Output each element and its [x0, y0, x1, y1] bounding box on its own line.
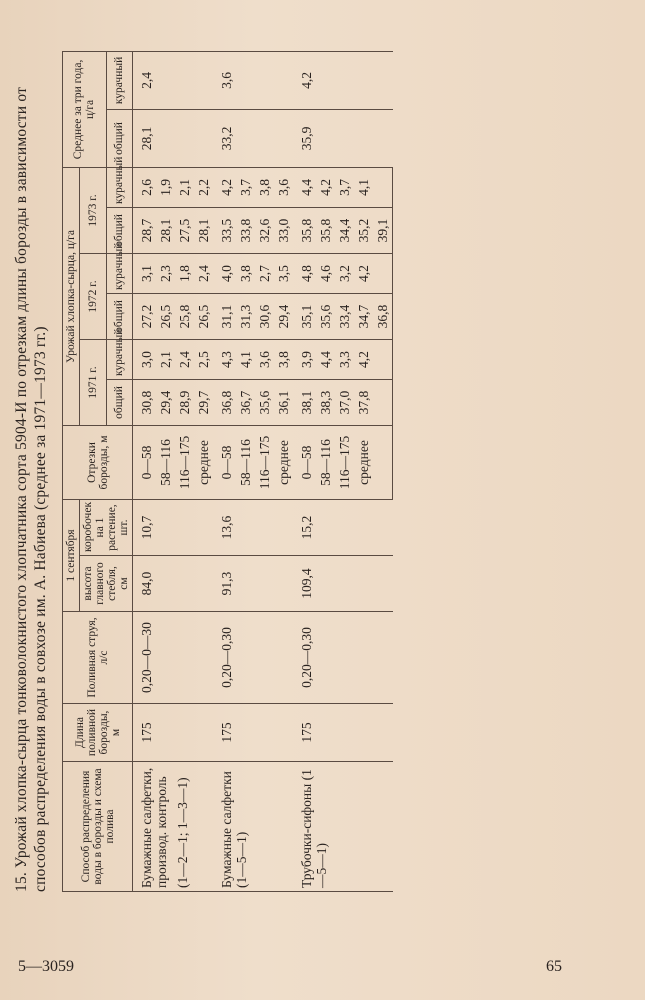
stream-cell: 0,20—0,30	[213, 612, 293, 704]
value-cell: 29,4	[156, 380, 175, 426]
segment-cell: среднее	[194, 426, 213, 500]
value-cell: 37,0	[335, 380, 354, 426]
header-bolls: коробочек на 1 растение, шт.	[80, 500, 133, 556]
value-cell: 28,7	[133, 208, 157, 254]
value-cell: 29,7	[194, 380, 213, 426]
value-cell: 4,1	[236, 340, 255, 380]
table-row	[293, 51, 316, 891]
value-cell: 32,6	[255, 208, 274, 254]
method-cell	[213, 762, 293, 892]
avg-total-cell: 33,2	[213, 109, 293, 167]
stream-cell: 0,20—0,30	[293, 612, 393, 704]
segment-cell: 58—116	[156, 426, 175, 500]
segment-cell: 0—58	[213, 426, 236, 500]
header-segments: Отрезки борозды, м	[63, 426, 133, 500]
segment-cell: среднее	[354, 426, 373, 500]
rotated-table-page	[0, 30, 625, 930]
value-cell: 4,1	[354, 167, 373, 207]
header-total: общий	[106, 380, 133, 426]
header-early: курачный	[106, 254, 133, 294]
value-cell	[373, 340, 393, 380]
value-cell: 1,8	[175, 254, 194, 294]
value-cell	[373, 167, 393, 207]
value-cell: 3,1	[133, 254, 157, 294]
yield-table	[62, 51, 393, 892]
value-cell: 27,2	[133, 294, 157, 340]
value-cell: 2,1	[175, 167, 194, 207]
method-label: Бумажные салфетки	[219, 771, 234, 888]
value-cell: 28,9	[175, 380, 194, 426]
value-cell: 30,6	[255, 294, 274, 340]
segment-cell: 58—116	[316, 426, 335, 500]
value-cell: 31,3	[236, 294, 255, 340]
header-furrow-length: Длина поливной борозды, м	[63, 704, 133, 762]
header-1973: 1973 г.	[80, 167, 107, 253]
value-cell: 39,1	[373, 208, 393, 254]
height-cell: 84,0	[133, 556, 214, 612]
value-cell: 36,8	[213, 380, 236, 426]
value-cell: 3,8	[255, 167, 274, 207]
header-avg3: Среднее за три года, ц/га	[63, 51, 107, 167]
header-1972: 1972 г.	[80, 254, 107, 340]
segment-cell: 0—58	[133, 426, 157, 500]
value-cell: 36,7	[236, 380, 255, 426]
header-early: курачный	[106, 340, 133, 380]
value-cell: 38,1	[293, 380, 316, 426]
header-total: общий	[106, 294, 133, 340]
header-stream: Поливная струя, л/с	[63, 612, 133, 704]
method-label: Трубочки-сифоны (1—5—1)	[299, 769, 329, 888]
segment-cell: 116—175	[175, 426, 194, 500]
value-cell: 2,7	[255, 254, 274, 294]
value-cell: 35,1	[293, 294, 316, 340]
value-cell: 36,8	[373, 294, 393, 340]
value-cell: 4,6	[316, 254, 335, 294]
value-cell: 2,3	[156, 254, 175, 294]
value-cell: 3,5	[274, 254, 293, 294]
stream-cell: 0,20—0—30	[133, 612, 214, 704]
value-cell: 3,8	[236, 254, 255, 294]
value-cell: 34,7	[354, 294, 373, 340]
header-height: высота главного стебля, см	[80, 556, 133, 612]
header-total: общий	[106, 109, 133, 167]
printer-signature: 5—3059	[18, 958, 74, 975]
avg-early-cell: 3,6	[213, 51, 293, 109]
value-cell: 33,8	[236, 208, 255, 254]
value-cell: 3,6	[255, 340, 274, 380]
value-cell: 4,3	[213, 340, 236, 380]
value-cell: 2,5	[194, 340, 213, 380]
method-cell	[293, 762, 393, 892]
value-cell: 35,2	[354, 208, 373, 254]
value-cell: 2,6	[133, 167, 157, 207]
value-cell: 3,8	[274, 340, 293, 380]
table-row	[133, 51, 157, 891]
value-cell	[373, 254, 393, 294]
value-cell: 37,8	[354, 380, 373, 426]
value-cell: 35,6	[255, 380, 274, 426]
value-cell: 3,7	[236, 167, 255, 207]
value-cell: 3,0	[133, 340, 157, 380]
value-cell: 31,1	[213, 294, 236, 340]
header-early: курачный	[106, 167, 133, 207]
value-cell: 3,7	[335, 167, 354, 207]
header-total: общий	[106, 208, 133, 254]
value-cell: 3,9	[293, 340, 316, 380]
height-cell: 91,3	[213, 556, 293, 612]
value-cell: 4,0	[213, 254, 236, 294]
value-cell: 35,8	[316, 208, 335, 254]
value-cell: 2,4	[194, 254, 213, 294]
header-1971: 1971 г.	[80, 340, 107, 426]
value-cell: 25,8	[175, 294, 194, 340]
avg-total-cell: 35,9	[293, 109, 393, 167]
value-cell	[373, 380, 393, 426]
height-cell: 109,4	[293, 556, 393, 612]
method-cell	[133, 762, 214, 892]
scheme-label: (1—5—1)	[234, 831, 249, 888]
bolls-cell: 15,2	[293, 500, 393, 556]
table-row	[213, 51, 236, 891]
value-cell: 2,1	[156, 340, 175, 380]
value-cell: 4,4	[293, 167, 316, 207]
header-early: курачный	[106, 51, 133, 109]
scheme-label: (1—2—1; 1—3—1)	[175, 777, 190, 888]
header-method: Способ распределения воды в борозды и схема полива	[63, 762, 133, 892]
length-cell: 175	[213, 704, 293, 762]
page-number: 65	[546, 958, 562, 975]
length-cell: 175	[293, 704, 393, 762]
value-cell: 33,4	[335, 294, 354, 340]
value-cell: 33,5	[213, 208, 236, 254]
value-cell: 38,3	[316, 380, 335, 426]
avg-early-cell: 4,2	[293, 51, 393, 109]
segment-cell: 116—175	[335, 426, 354, 500]
value-cell: 4,2	[316, 167, 335, 207]
value-cell: 28,1	[194, 208, 213, 254]
value-cell: 2,4	[175, 340, 194, 380]
value-cell: 33,0	[274, 208, 293, 254]
value-cell: 35,6	[316, 294, 335, 340]
value-cell: 28,1	[156, 208, 175, 254]
value-cell: 34,4	[335, 208, 354, 254]
bolls-cell: 13,6	[213, 500, 293, 556]
header-yield-group: Урожай хлопка-сырца, ц/га	[63, 167, 80, 425]
segment-cell	[373, 426, 393, 500]
value-cell: 3,2	[335, 254, 354, 294]
header-sept1: 1 сентября	[63, 500, 80, 612]
bolls-cell: 10,7	[133, 500, 214, 556]
value-cell: 4,2	[213, 167, 236, 207]
value-cell: 4,8	[293, 254, 316, 294]
value-cell: 26,5	[156, 294, 175, 340]
segment-cell: 0—58	[293, 426, 316, 500]
table-caption: 15. Урожай хлопка-сырца тонковолокнистого хлопчатника сорта 5904-И по отрезкам длины борозды в зависимости от способов распределения воды в совхозе им. А. Набиева (среднее за 1971—1973 гг.)	[13, 86, 49, 892]
value-cell: 35,8	[293, 208, 316, 254]
value-cell: 4,2	[354, 340, 373, 380]
segment-cell: 58—116	[236, 426, 255, 500]
value-cell: 29,4	[274, 294, 293, 340]
avg-early-cell: 2,4	[133, 51, 214, 109]
value-cell: 36,1	[274, 380, 293, 426]
segment-cell: среднее	[274, 426, 293, 500]
value-cell: 1,9	[156, 167, 175, 207]
value-cell: 26,5	[194, 294, 213, 340]
segment-cell: 116—175	[255, 426, 274, 500]
length-cell: 175	[133, 704, 214, 762]
value-cell: 30,8	[133, 380, 157, 426]
value-cell: 27,5	[175, 208, 194, 254]
value-cell: 4,4	[316, 340, 335, 380]
value-cell: 4,2	[354, 254, 373, 294]
value-cell: 3,3	[335, 340, 354, 380]
value-cell: 2,2	[194, 167, 213, 207]
value-cell: 3,6	[274, 167, 293, 207]
avg-total-cell: 28,1	[133, 109, 214, 167]
method-label: Бумажные салфетки, производ. контроль	[139, 767, 169, 888]
